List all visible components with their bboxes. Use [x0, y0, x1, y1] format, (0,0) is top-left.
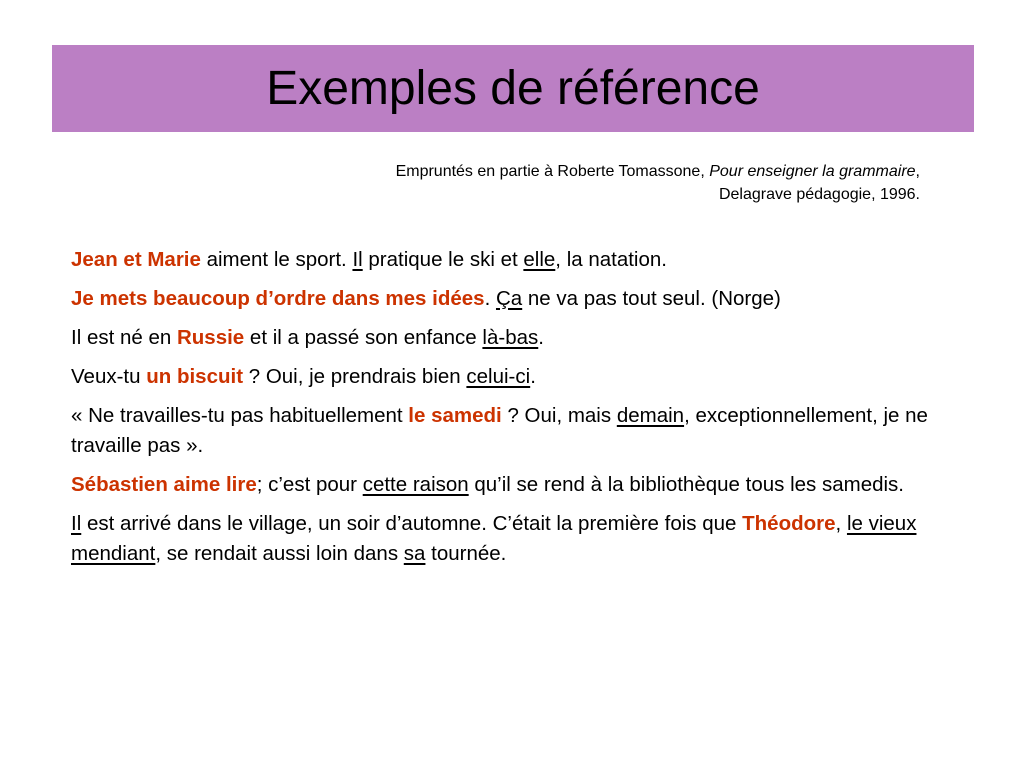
- slide-title: Exemples de référence: [266, 62, 760, 115]
- examples-list: [71, 245, 971, 578]
- example-text: ne va pas tout seul. (Norge): [522, 287, 781, 310]
- reference-expression: cette raison: [362, 473, 469, 496]
- example-text: est arrivé dans le village, un soir d’automne. C’était la première fois que: [81, 512, 743, 535]
- reference-expression: Ça: [495, 287, 523, 310]
- example-paragraph: [71, 362, 971, 392]
- reference-expression: le vieux mendiant: [71, 512, 917, 565]
- source-publisher: Delagrave pédagogie, 1996.: [718, 186, 920, 203]
- referent-highlight: un biscuit: [146, 365, 244, 388]
- example-text: Il est né en: [71, 326, 177, 349]
- example-text: « Ne travailles-tu pas habituellement: [71, 404, 409, 427]
- example-text: qu’il se rend à la bibliothèque tous les samedis.: [468, 473, 905, 496]
- example-paragraph: [71, 509, 971, 569]
- example-text: .: [530, 365, 536, 388]
- reference-expression: elle: [523, 248, 556, 271]
- source-citation: [200, 160, 920, 206]
- example-text: ? Oui, je prendrais bien: [243, 365, 467, 388]
- reference-expression: Il: [352, 248, 363, 271]
- referent-highlight: Jean et Marie: [71, 248, 201, 271]
- reference-expression: celui-ci: [466, 365, 531, 388]
- example-text: tournée.: [425, 542, 507, 565]
- reference-expression: là-bas: [482, 326, 539, 349]
- referent-highlight: Sébastien aime lire: [71, 473, 257, 496]
- title-bar: [52, 45, 974, 132]
- example-text: ; c’est pour: [256, 473, 363, 496]
- referent-highlight: Théodore: [742, 512, 836, 535]
- reference-expression: sa: [403, 542, 426, 565]
- example-paragraph: [71, 323, 971, 353]
- example-text: .: [484, 287, 496, 310]
- source-comma: ,: [915, 163, 920, 180]
- example-text: , exceptionnellement, je ne travaille pas ».: [71, 404, 928, 457]
- example-paragraph: [71, 401, 971, 461]
- source-prefix: Empruntés en partie à Roberte Tomassone,: [395, 163, 710, 180]
- example-text: , se rendait aussi loin dans: [155, 542, 404, 565]
- referent-highlight: le samedi: [408, 404, 502, 427]
- example-text: , la natation.: [555, 248, 667, 271]
- referent-highlight: Je mets beaucoup d’ordre dans mes idées: [71, 287, 485, 310]
- example-text: ? Oui, mais: [501, 404, 617, 427]
- source-book-title: Pour enseigner la grammaire: [709, 163, 916, 180]
- example-text: Veux-tu: [71, 365, 147, 388]
- referent-highlight: Russie: [176, 326, 245, 349]
- example-paragraph: [71, 470, 971, 500]
- reference-expression: Il: [71, 512, 82, 535]
- reference-expression: demain: [616, 404, 685, 427]
- example-paragraph: [71, 245, 971, 275]
- example-paragraph: [71, 284, 971, 314]
- example-text: pratique le ski et: [362, 248, 524, 271]
- example-text: ,: [835, 512, 847, 535]
- example-text: et il a passé son enfance: [244, 326, 483, 349]
- example-text: .: [538, 326, 544, 349]
- example-text: aiment le sport.: [200, 248, 353, 271]
